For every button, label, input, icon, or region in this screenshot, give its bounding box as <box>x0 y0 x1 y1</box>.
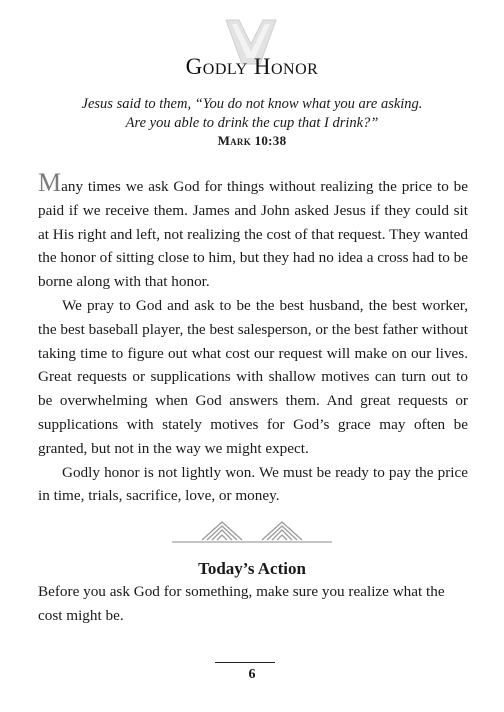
devotional-body <box>38 168 468 508</box>
scripture-reference: Mark 10:38 <box>217 133 287 148</box>
action-text: Before you ask God for something, make sure you realize what the cost might be. <box>38 583 445 624</box>
scripture-line-2: Are you able to drink the cup that I drink?” <box>125 115 379 131</box>
double-chevron-ornament-icon <box>172 516 332 544</box>
page-number: 6 <box>248 667 256 682</box>
paragraph-2: We pray to God and ask to be the best husband, the best worker, the best baseball player, the best salesperson, or the best father without taking time to figure out what cost our request will make on our lives. Great requests or supplications with shallow motives can turn out to be overwhelming when God answers them. And great requests or supplications with stately motives for God’s grace may often be granted, but not in the way we might expect. <box>38 296 468 457</box>
paragraph-1 <box>38 168 468 294</box>
page-title: Godly Honor <box>185 54 319 79</box>
paragraph-1-text: any times we ask God for things without realizing the price to be paid if we receive them. James and John asked Jesus if they could sit at His right and left, not realizing the cost of that request. They wanted the honor of sitting close to him, but they had no idea a cross had to be borne along with that honor. <box>38 178 468 291</box>
action-heading: Today’s Action <box>198 559 306 578</box>
footer-divider <box>215 662 275 663</box>
scripture-line-1: Jesus said to them, “You do not know what you are asking. <box>81 96 423 112</box>
scripture-quote <box>60 95 444 133</box>
paragraph-3: Godly honor is not lightly won. We must be ready to pay the price in time, trials, sacrifice, love, or money. <box>38 463 468 505</box>
drop-cap: M <box>38 168 62 197</box>
